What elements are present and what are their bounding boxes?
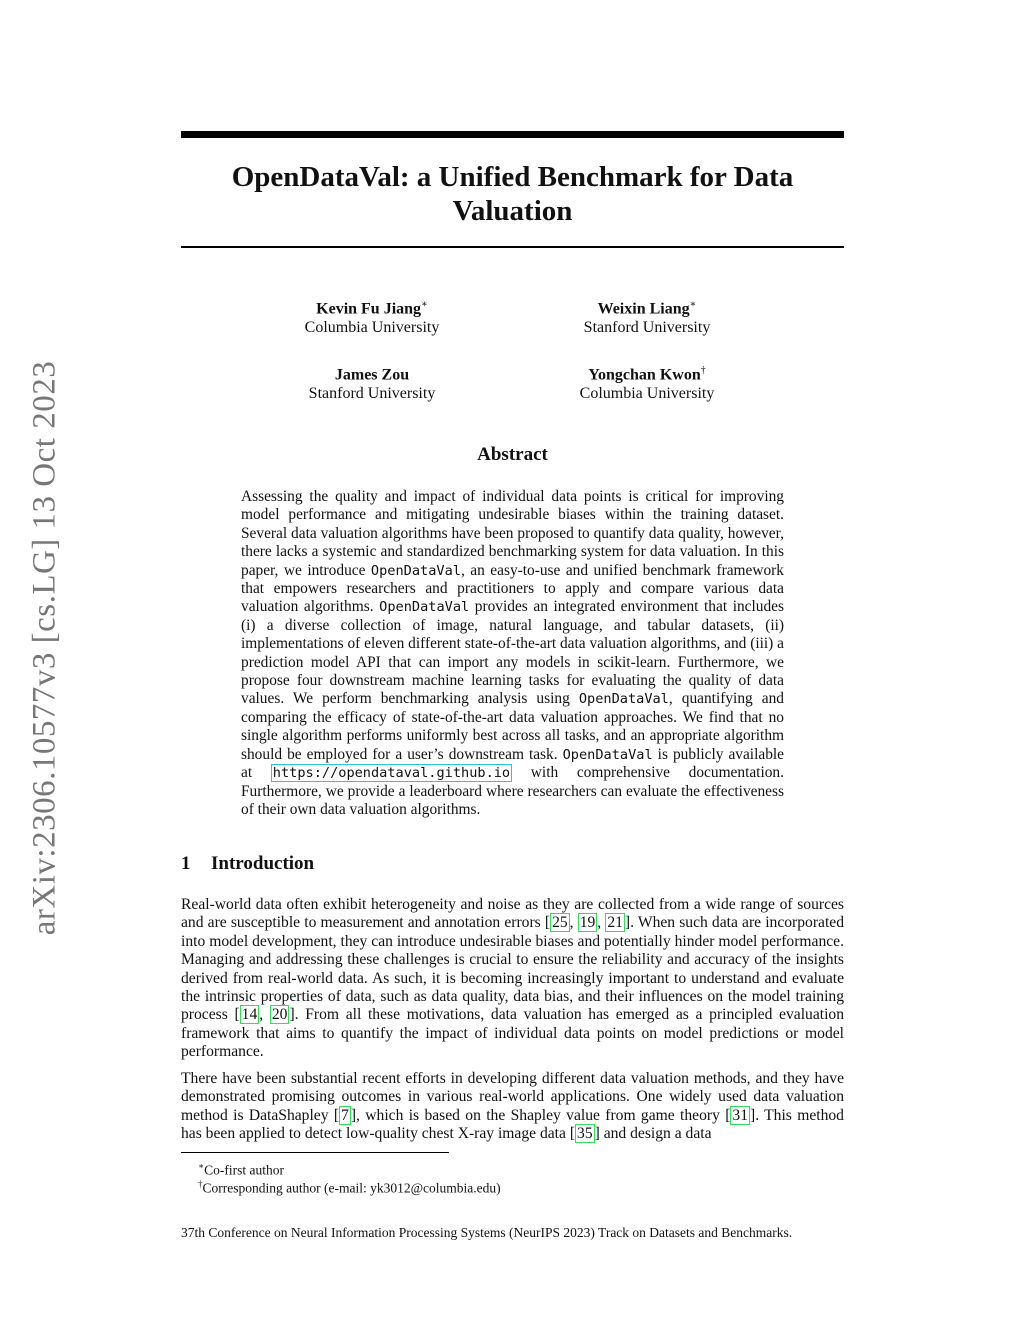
citation-link[interactable]: 19 [579,914,596,932]
author-block [262,295,482,337]
intro-paragraph-1: Real-world data often exhibit heterogeneity and noise as they are collected from a wide range of sources and are susceptible to measurement and annotation errors [ 25 , 19 , 21 ]. When such data are incorporated into model development, they can introduce undesirable biases and potentially hinder model performance. Managing and addressing these challenges is crucial to ensure the reliability and accuracy of the insights derived from real-world data. As such, it is becoming increasingly important to understand and evaluate the intrinsic properties of data, such as data quality, data bias, and their influences on the model training process [ 14 , 20 ]. From all these motivations, data valuation has emerged as a principled evaluation framework that aims to quantify the impact of individual data points on model predictions or model performance. [181,896,845,1061]
author-name: Yongchan Kwon [588,366,701,384]
footnote-rule [181,1152,449,1153]
section-number: 1 [181,853,191,874]
author-block [262,361,482,403]
footnote-text: Corresponding author (e-mail: yk3012@columbia.edu) [202,1180,501,1196]
arxiv-identifier: arXiv:2306.10577v3 [cs.LG] 13 Oct 2023 [26,360,63,936]
intro-paragraph-2: There have been substantial recent efforts in developing different data valuation methods, and they have demonstrated promising outcomes in various real-world applications. One widely used data valuation method is DataShapley [ 7 ], which is based on the Shapley value from game theory [ 31 ]. This method has been applied to detect low-quality chest X-ray image data [ 35 ] and design a data [181,1070,844,1143]
arxiv-sidebar [0,0,90,1325]
project-url-link[interactable]: https://opendataval.github.io [272,765,511,782]
citation-link[interactable]: 7 [341,1106,349,1124]
conference-footer: 37th Conference on Neural Information Processing Systems (NeurIPS 2023) Track on Datasets and Benchmarks. [181,1225,793,1240]
author-mark: ∗ [421,299,428,310]
footnote [198,1176,501,1197]
citation-link[interactable]: 20 [271,1006,288,1024]
author-block [537,361,757,403]
title-line-1: OpenDataVal: a Unified Benchmark for Data [231,161,794,193]
footnote-text: Co-first author [204,1162,284,1178]
section-title: Introduction [211,853,315,874]
abstract-text: Assessing the quality and impact of individual data points is critical for improving model performance and mitigating undesirable biases within the training dataset. Several data valuation algorithms have been proposed to quantify data quality, however, there lacks a systemic and standardized benchmarking system for data valuation. In this paper, we introduce OpenDataVal, an easy-to-use and unified benchmark framework that empowers researchers and practitioners to apply and compare various data valuation algorithms. OpenDataVal provides an integrated environment that includes (i) a diverse collection of image, natural language, and tabular datasets, (ii) implementations of eleven different state-of-the-art data valuation algorithms, and (iii) a prediction model API that can import any models in scikit-learn. Furthermore, we propose four downstream machine learning tasks for evaluating the quality of data values. We perform benchmarking analysis using OpenDataVal, quantifying and comparing the efficacy of state-of-the-art data valuation approaches. We find that no single algorithm performs uniformly best across all tasks, and an appropriate algorithm should be employed for a user’s downstream task. OpenDataVal is publicly available at https://opendataval.github.io with comprehensive documentation. Furthermore, we provide a leaderboard where researchers can evaluate the effectiveness of their own data valuation algorithms. [241,488,784,818]
author-name: James Zou [334,366,410,384]
author-block [537,295,757,337]
paper-title [181,160,844,228]
author-name: Weixin Liang [597,300,690,318]
author-name: Kevin Fu Jiang [316,300,422,318]
author-affiliation: Stanford University [583,319,711,337]
title-line-2: Valuation [452,195,573,227]
author-affiliation: Columbia University [579,385,715,403]
title-bottom-rule [181,246,844,248]
author-affiliation: Stanford University [308,385,436,403]
author-mark: † [700,365,706,376]
author-affiliation: Columbia University [304,319,440,337]
citation-link[interactable]: 25 [552,914,568,932]
footnote-mark: ∗ [198,1161,205,1171]
citation-link[interactable]: 14 [241,1006,258,1024]
section-heading [181,853,314,875]
code-term: OpenDataVal [578,691,669,708]
code-term: OpenDataVal [370,562,461,579]
citation-link[interactable]: 31 [732,1106,748,1124]
citation-link[interactable]: 35 [577,1125,593,1143]
code-term: OpenDataVal [562,746,653,763]
abstract-heading: Abstract [477,444,548,465]
footnote-mark: † [198,1179,203,1189]
citation-link[interactable]: 21 [607,914,623,932]
author-mark: ∗ [689,299,697,310]
code-term: OpenDataVal [379,599,470,616]
title-top-rule [181,131,844,138]
